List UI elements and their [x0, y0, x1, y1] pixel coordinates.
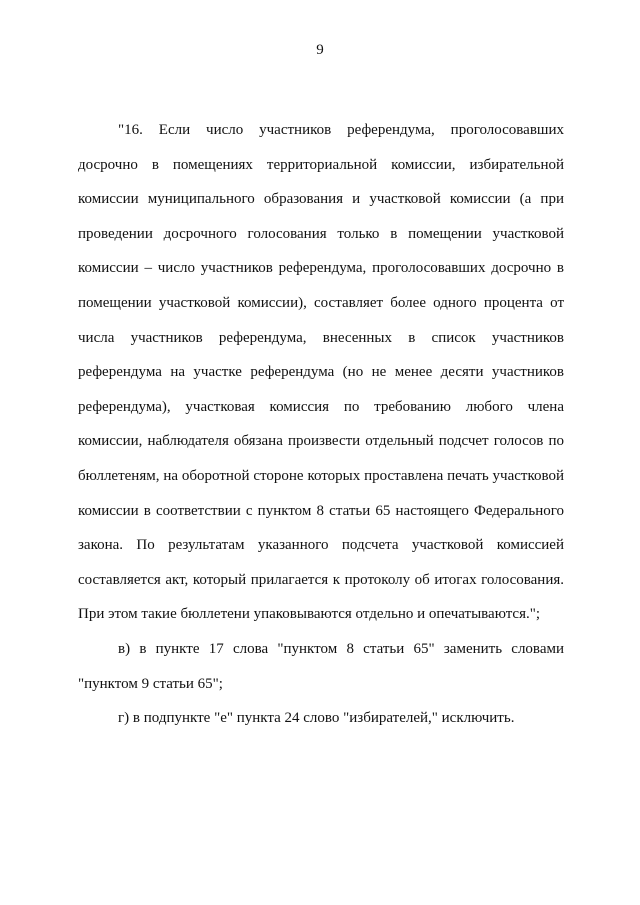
document-body	[78, 113, 564, 736]
paragraph-subitem-v: в) в пункте 17 слова "пунктом 8 статьи 65" заменить словами "пунктом 9 статьи 65";	[78, 640, 564, 692]
page-number: 9	[316, 42, 324, 58]
paragraph-item-16: "16. Если число участников референдума, проголосовавших досрочно в помещениях территориальной комиссии, избирательной комиссии муниципального образования и участковой комиссии (а при проведении досрочного голосования только в помещении участковой комиссии – число участников референдума, проголосовавших досрочно в помещении участковой комиссии), составляет более одного процента от числа участников референдума, внесенных в список участников референдума на участке референдума (но не менее десяти участников референдума), участковая комиссия по требованию любого члена комиссии, наблюдателя обязана произвести отдельный подсчет голосов по бюллетеням, на оборотной стороне которых проставлена печать участковой комиссии в соответствии с пунктом 8 статьи 65 настоящего Федерального закона. По результатам указанного подсчета участковой комиссией составляется акт, который прилагается к протоколу об итогах голосования. При этом такие бюллетени упаковываются отдельно и опечатываются.";	[78, 122, 564, 623]
paragraph-subitem-g: г) в подпункте "е" пункта 24 слово "избирателей," исключить.	[118, 710, 515, 727]
